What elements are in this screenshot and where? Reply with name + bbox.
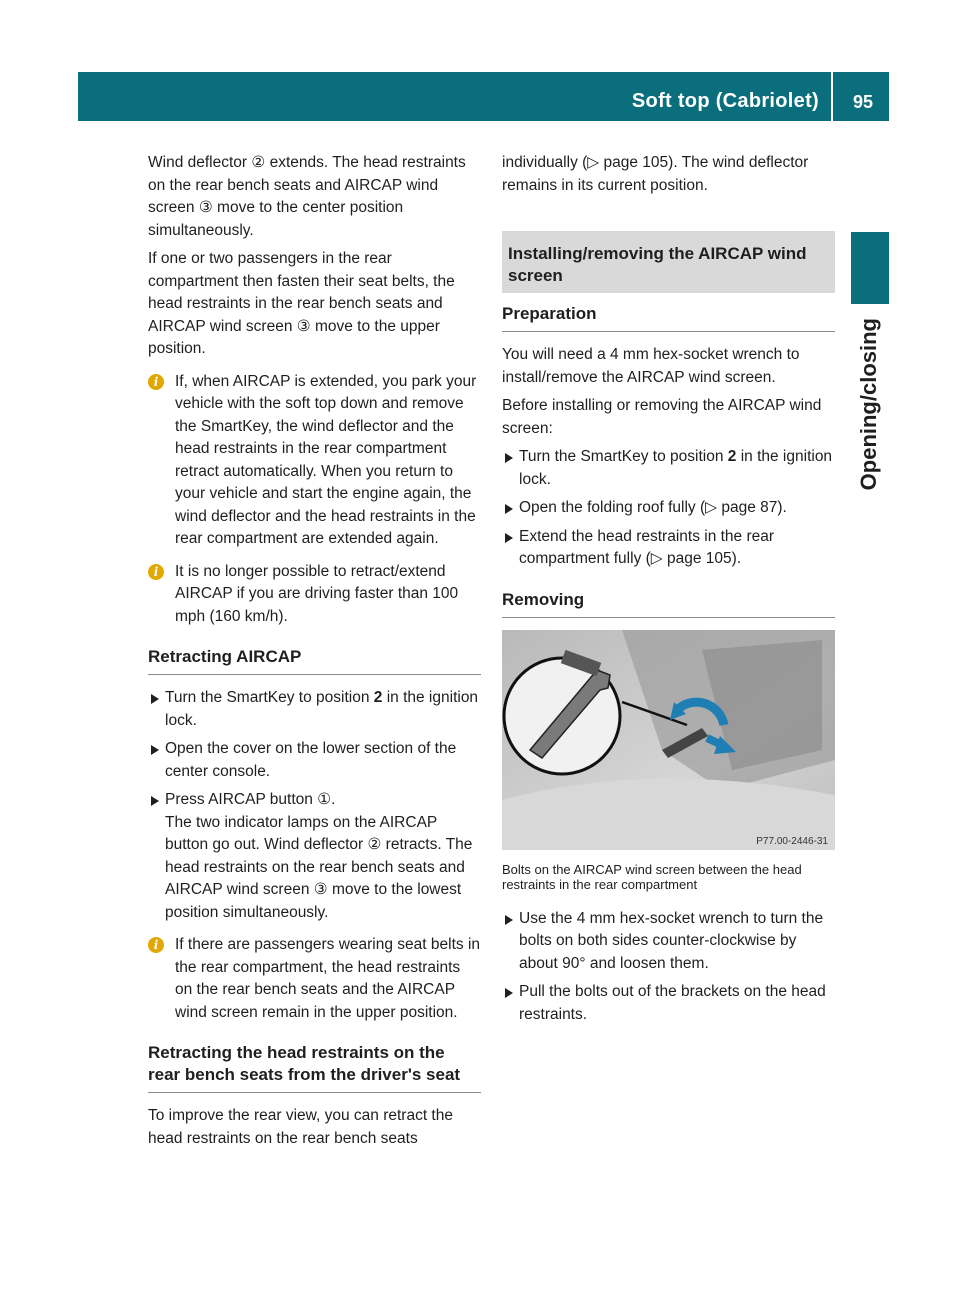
right-column (502, 152, 835, 1032)
step-position: 2 (727, 448, 737, 465)
info-icon: i (148, 374, 164, 390)
section-heading: Preparation (502, 303, 835, 332)
step-arrow-icon (151, 745, 159, 755)
step-item (502, 981, 835, 1026)
section-heading: Removing (502, 589, 835, 618)
step-text: Extend the head restraints in the rear compartment fully (▷ page 105). (519, 527, 775, 567)
step-text: Turn the SmartKey to position (165, 689, 374, 706)
paragraph: Wind deflector ② extends. The head restraints on the rear bench seats and AIRCAP wind screen ③ move to the center position simultaneously. (148, 154, 466, 239)
info-icon: i (148, 937, 164, 953)
step-arrow-icon (151, 796, 159, 806)
step-arrow-icon (505, 504, 513, 514)
info-icon: i (148, 564, 164, 580)
paragraph: To improve the rear view, you can retract the head restraints on the rear bench seats (148, 1107, 453, 1147)
chapter-tab-marker (851, 232, 889, 304)
step-text: Pull the bolts out of the brackets on the head restraints. (519, 983, 826, 1023)
header-separator (831, 72, 833, 121)
note-text: If, when AIRCAP is extended, you park your vehicle with the soft top down and remove the SmartKey, the wind deflector and the head restraints in the rear compartment retract automatically. When you return to your vehicle and start the engine again, the wind deflector and the head restraints in the rear compartment are extended again. (175, 372, 477, 547)
info-note (148, 371, 481, 551)
paragraph: You will need a 4 mm hex-socket wrench to install/remove the AIRCAP wind screen. (502, 346, 800, 386)
section-heading: Retracting the head restraints on the rear bench seats from the driver's seat (148, 1042, 481, 1093)
step-item (502, 526, 835, 571)
step-text: Open the cover on the lower section of the center console. (165, 740, 457, 780)
chapter-tab-label: Opening/closing (856, 318, 881, 491)
page-header-bar (78, 72, 889, 121)
step-arrow-icon (505, 533, 513, 543)
step-result: The two indicator lamps on the AIRCAP button go out. Wind deflector ② retracts. The head restraints on the rear bench seats and AIRCAP wind screen ③ move to the lowest position simultaneously. (165, 813, 473, 921)
step-text: Press AIRCAP button ①. (165, 791, 336, 808)
step-position: 2 (373, 689, 383, 706)
figure-code: P77.00-2446-31 (756, 835, 828, 847)
step-item (502, 446, 835, 491)
step-arrow-icon (151, 694, 159, 704)
step-arrow-icon (505, 915, 513, 925)
step-text: Open the folding roof fully (▷ page 87). (519, 499, 787, 516)
step-item (148, 738, 481, 783)
note-text: If there are passengers wearing seat belts in the rear compartment, the head restraints on the rear bench seats and the AIRCAP wind screen remain in the upper position. (175, 936, 481, 1021)
info-note (148, 934, 481, 1024)
boxed-heading: Installing/removing the AIRCAP wind screen (502, 231, 835, 293)
figure-aircap-bolts (502, 630, 835, 850)
figure-caption: Bolts on the AIRCAP wind screen between the head restraints in the rear compartment (502, 861, 802, 892)
step-text: in the ignition lock. (519, 448, 833, 488)
step-text: Turn the SmartKey to position (519, 448, 728, 465)
section-title: Soft top (Cabriolet) (631, 90, 819, 112)
info-note (148, 561, 481, 629)
left-column (148, 152, 481, 1156)
step-arrow-icon (505, 988, 513, 998)
page-number: 95 (852, 92, 873, 112)
note-text: It is no longer possible to retract/extend AIRCAP if you are driving faster than 100 mph (160 km/h). (175, 562, 459, 625)
paragraph: individually (▷ page 105). The wind deflector remains in its current position. (502, 154, 809, 194)
paragraph: If one or two passengers in the rear compartment then fasten their seat belts, the head restraints in the rear bench seats and AIRCAP wind screen ③ move to the upper position. (148, 250, 455, 357)
section-heading: Retracting AIRCAP (148, 646, 481, 675)
figure-illustration (502, 630, 835, 850)
step-item (502, 497, 835, 520)
step-arrow-icon (505, 453, 513, 463)
step-text: in the ignition lock. (165, 689, 479, 729)
step-item (148, 687, 481, 732)
paragraph: Before installing or removing the AIRCAP wind screen: (502, 397, 822, 437)
step-item (148, 789, 481, 924)
step-text: Use the 4 mm hex-socket wrench to turn the bolts on both sides counter-clockwise by about 90° and loosen them. (519, 909, 824, 972)
step-item (502, 908, 835, 976)
